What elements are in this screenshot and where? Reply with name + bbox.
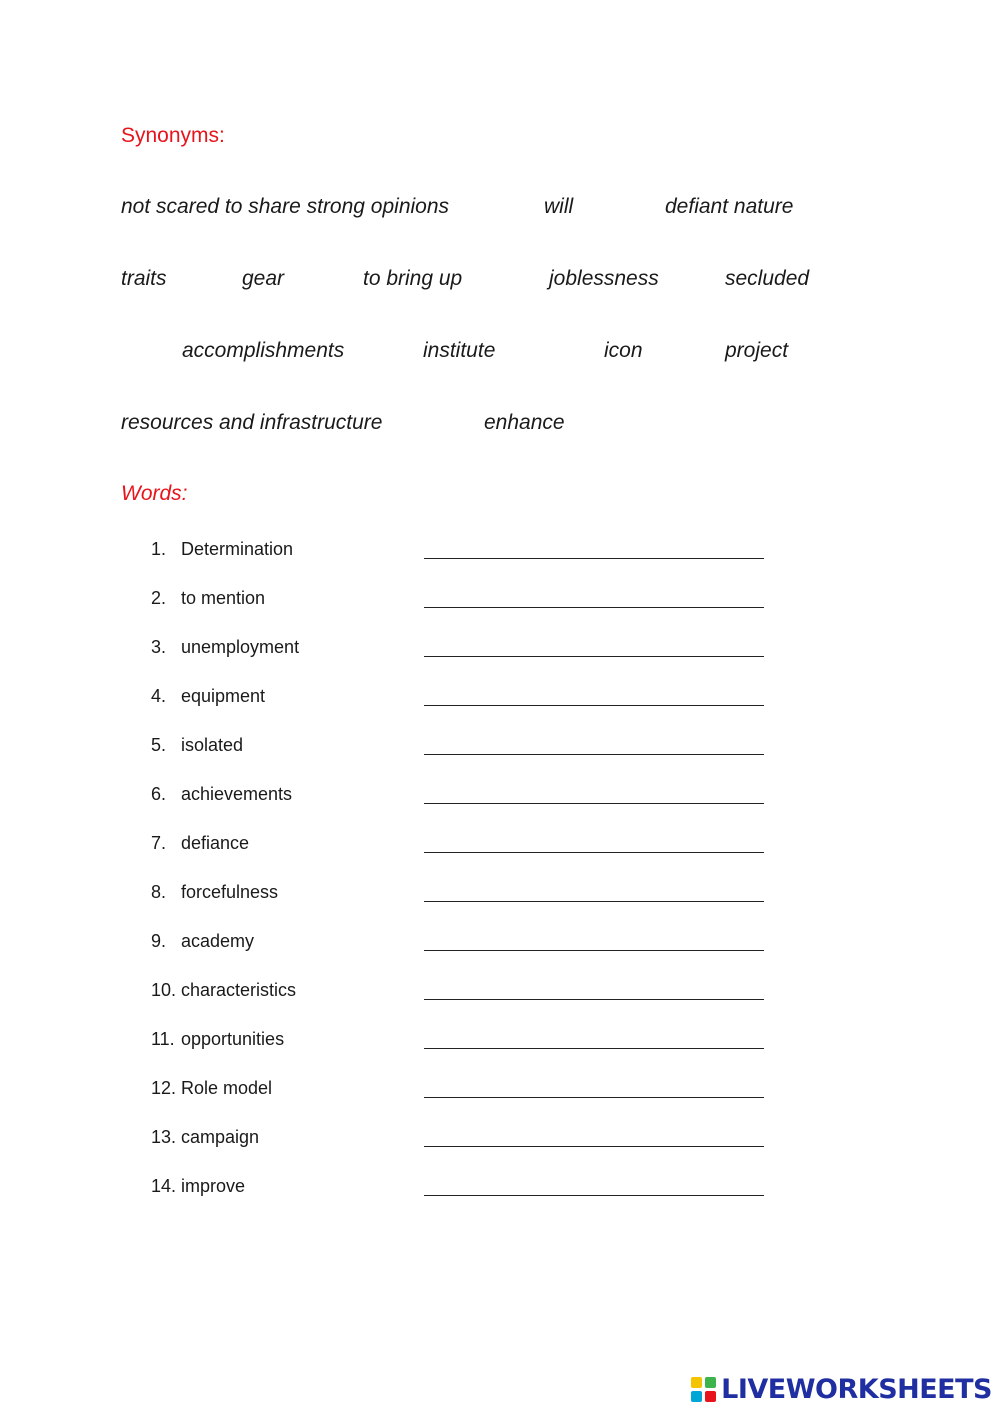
words-heading: Words:	[121, 482, 188, 505]
item-number: 6.	[151, 784, 167, 804]
list-item	[151, 1029, 771, 1059]
word-bank-item: joblessness	[549, 267, 659, 290]
answer-line[interactable]	[424, 999, 764, 1000]
item-word: achievements	[181, 784, 293, 804]
word-bank-item: not scared to share strong opinions	[121, 195, 450, 218]
answer-line[interactable]	[424, 1146, 764, 1147]
answer-line[interactable]	[424, 901, 764, 902]
logo-mark-icon	[691, 1377, 717, 1403]
item-word: Determination	[181, 539, 294, 559]
item-word: isolated	[181, 735, 244, 755]
word-bank-item: accomplishments	[182, 339, 345, 362]
item-number: 3.	[151, 637, 167, 657]
item-word: defiance	[181, 833, 250, 853]
answer-line[interactable]	[424, 950, 764, 951]
word-bank-item: project	[725, 339, 789, 362]
logo-square-green	[705, 1377, 716, 1388]
logo-square-red	[705, 1391, 716, 1402]
answer-line[interactable]	[424, 656, 764, 657]
item-word: improve	[181, 1176, 246, 1196]
item-word: opportunities	[181, 1029, 285, 1049]
item-number: 14.	[151, 1176, 177, 1196]
answer-line[interactable]	[424, 558, 764, 559]
list-item	[151, 588, 771, 618]
list-item	[151, 931, 771, 961]
word-bank-item: gear	[242, 267, 285, 290]
list-item	[151, 1127, 771, 1157]
item-word: unemployment	[181, 637, 300, 657]
item-number: 1.	[151, 539, 167, 559]
word-bank-item: resources and infrastructure	[121, 411, 383, 434]
answer-line[interactable]	[424, 754, 764, 755]
list-item	[151, 539, 771, 569]
answer-line[interactable]	[424, 1097, 764, 1098]
item-word: characteristics	[181, 980, 297, 1000]
liveworksheets-logo[interactable]	[691, 1374, 992, 1405]
word-bank-item: will	[544, 195, 574, 218]
list-item	[151, 686, 771, 716]
item-number: 5.	[151, 735, 167, 755]
list-item	[151, 882, 771, 912]
word-bank-item: institute	[423, 339, 496, 362]
item-number: 12.	[151, 1078, 177, 1098]
answer-line[interactable]	[424, 705, 764, 706]
word-bank-item: traits	[121, 267, 167, 290]
word-bank-item: secluded	[725, 267, 810, 290]
list-item	[151, 637, 771, 667]
item-word: forcefulness	[181, 882, 279, 902]
list-item	[151, 1078, 771, 1108]
item-word: Role model	[181, 1078, 273, 1098]
logo-square-yellow	[691, 1377, 702, 1388]
item-word: campaign	[181, 1127, 260, 1147]
logo-square-cyan	[691, 1391, 702, 1402]
item-number: 13.	[151, 1127, 177, 1147]
answer-line[interactable]	[424, 607, 764, 608]
answer-line[interactable]	[424, 803, 764, 804]
word-bank-item: enhance	[484, 411, 565, 434]
list-item	[151, 833, 771, 863]
word-bank-item: icon	[604, 339, 643, 362]
item-number: 2.	[151, 588, 167, 608]
list-item	[151, 980, 771, 1010]
list-item	[151, 784, 771, 814]
synonyms-heading: Synonyms:	[121, 124, 225, 147]
answer-line[interactable]	[424, 1048, 764, 1049]
list-item	[151, 1176, 771, 1206]
answer-line[interactable]	[424, 1195, 764, 1196]
word-bank-item: to bring up	[363, 267, 463, 290]
item-word: to mention	[181, 588, 266, 608]
word-bank-item: defiant nature	[665, 195, 794, 218]
item-number: 7.	[151, 833, 167, 853]
item-word: academy	[181, 931, 255, 951]
item-number: 4.	[151, 686, 167, 706]
item-number: 11.	[151, 1029, 175, 1049]
list-item	[151, 735, 771, 765]
item-number: 9.	[151, 931, 167, 951]
item-word: equipment	[181, 686, 266, 706]
answer-line[interactable]	[424, 852, 764, 853]
item-number: 8.	[151, 882, 167, 902]
item-number: 10.	[151, 980, 177, 1000]
logo-text: LIVEWORKSHEETS	[721, 1374, 992, 1405]
